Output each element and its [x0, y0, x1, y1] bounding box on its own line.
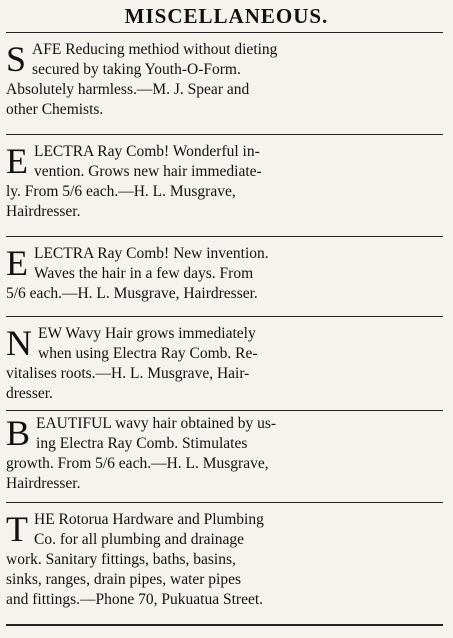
section-heading: MISCELLANEOUS.: [124, 4, 329, 28]
drop-cap: T: [6, 509, 28, 549]
ad-line: Hairdresser.: [6, 203, 81, 220]
divider: [6, 502, 443, 503]
ad-line: LECTRA Ray Comb! Wonderful in-: [34, 143, 260, 160]
ad-line: vitalises roots.—H. L. Musgrave, Hair-: [6, 365, 250, 382]
drop-cap: B: [6, 413, 31, 453]
drop-cap: S: [6, 39, 27, 79]
drop-cap: E: [6, 243, 28, 283]
ad-line: HE Rotorua Hardware and Plumbing: [34, 511, 264, 528]
ad-line: when using Electra Ray Comb. Re-: [38, 345, 258, 362]
ad-line: and fittings.—Phone 70, Pukuatua Street.: [6, 591, 264, 608]
divider: [6, 134, 443, 135]
drop-cap: E: [6, 141, 28, 181]
divider: [6, 624, 443, 626]
ad-line: growth. From 5/6 each.—H. L. Musgrave,: [6, 455, 269, 472]
drop-cap: N: [6, 323, 32, 363]
ad-line: vention. Grows new hair immediate-: [34, 163, 262, 180]
ad-line: ly. From 5/6 each.—H. L. Musgrave,: [6, 183, 236, 200]
ad-line: Hairdresser.: [6, 475, 81, 492]
ad-rotorua-hardware: [6, 510, 443, 610]
ad-line: dresser.: [6, 385, 53, 402]
ad-line: AFE Reducing methiod without dieting: [32, 41, 278, 58]
ad-beautiful-wavy-hair: [6, 414, 443, 494]
ad-line: LECTRA Ray Comb! New invention.: [34, 245, 269, 262]
ad-line: work. Sanitary fittings, baths, basins,: [6, 551, 236, 568]
divider: [6, 32, 443, 33]
ad-new-wavy-hair: [6, 324, 443, 404]
ad-youth-o-form: [6, 40, 443, 120]
ad-line: EAUTIFUL wavy hair obtained by us-: [36, 415, 277, 432]
ad-line: 5/6 each.—H. L. Musgrave, Hairdresser.: [6, 285, 258, 302]
ad-electra-comb-2: [6, 244, 443, 304]
ad-line: Absolutely harmless.—M. J. Spear and: [6, 81, 250, 98]
ad-line: ing Electra Ray Comb. Stimulates: [36, 435, 248, 452]
divider: [6, 316, 443, 317]
ad-line: other Chemists.: [6, 101, 104, 118]
ad-line: secured by taking Youth-O-Form.: [32, 61, 241, 78]
ad-electra-comb-1: [6, 142, 443, 222]
ad-line: Waves the hair in a few days. From: [34, 265, 254, 282]
ad-line: Co. for all plumbing and drainage: [34, 531, 245, 548]
divider: [6, 236, 443, 237]
ad-line: EW Wavy Hair grows immediately: [38, 325, 256, 342]
divider: [6, 410, 443, 411]
ad-line: sinks, ranges, drain pipes, water pipes: [6, 571, 242, 588]
